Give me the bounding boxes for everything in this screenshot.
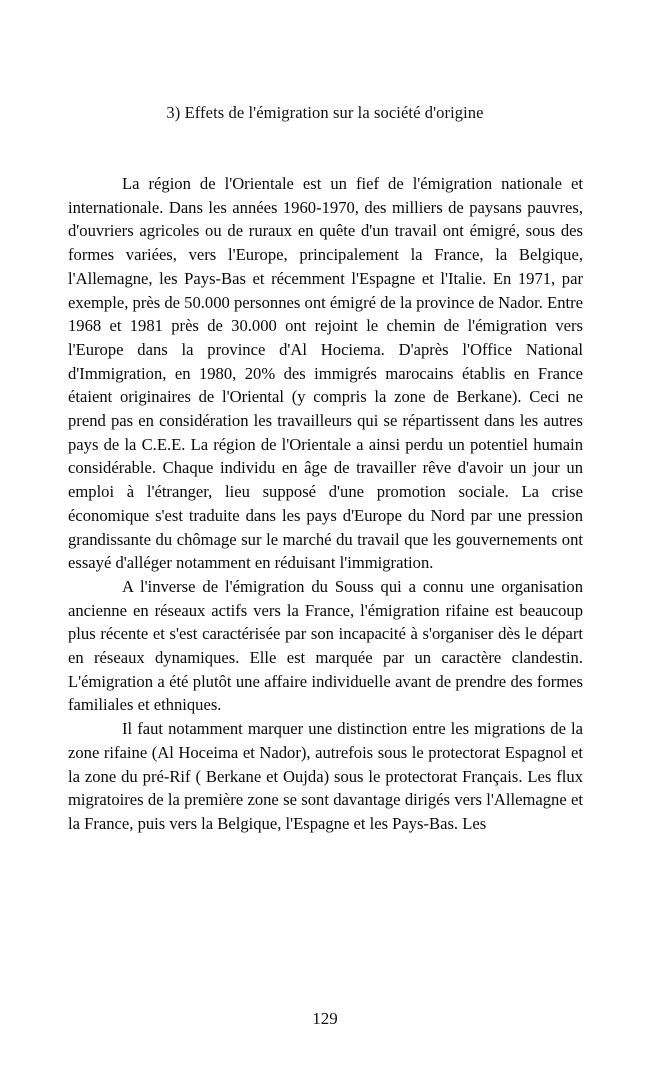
paragraph-3: Il faut notamment marquer une distinction entre les migrations de la zone rifaine (Al Hoceima et Nador), autrefois sous le protectorat Espagnol et la zone du pré-Rif ( Berkane et Oujda) sous le protectorat Français. Les flux migratoires de la première zone se sont davantage dirigés vers l'Allemagne et la France, puis vers la Belgique, l'Espagne et les Pays-Bas. Les [68, 719, 583, 833]
body-text-block [68, 172, 583, 836]
page-number: 129 [312, 1009, 338, 1028]
page-section-heading: 3) Effets de l'émigration sur la société d'origine [166, 103, 484, 122]
paragraph-1: La région de l'Orientale est un fief de l'émigration nationale et internationale. Dans les années 1960-1970, des milliers de paysans pauvres, d'ouvriers agricoles ou de ruraux en quête d'un travail ont émigré, sous des formes variées, vers l'Europe, principalement la France, la Belgique, l'Allemagne, les Pays-Bas et récemment l'Espagne et l'Italie. En 1971, par exemple, près de 50.000 personnes ont émigré de la province de Nador. Entre 1968 et 1981 près de 30.000 ont rejoint le chemin de l'émigration vers l'Europe dans la province d'Al Hociema. D'après l'Office National d'Immigration, en 1980, 20% des immigrés marocains établis en France étaient originaires de l'Oriental (y compris la zone de Berkane). Ceci ne prend pas en considération les travailleurs qui se répartissent dans les autres pays de la C.E.E. La région de l'Orientale a ainsi perdu un potentiel humain considérable. Chaque individu en âge de travailler rêve d'avoir un jour un emploi à l'étranger, lieu supposé d'une promotion sociale. La crise économique s'est traduite dans les pays d'Europe du Nord par une pression grandissante du chômage sur le marché du travail que les gouvernements ont essayé d'alléger notamment en réduisant l'immigration. [68, 174, 583, 573]
paragraph-2: A l'inverse de l'émigration du Souss qui a connu une organisation ancienne en réseaux actifs vers la France, l'émigration rifaine est beaucoup plus récente et s'est caractérisée par son incapacité à s'organiser dès le départ en réseaux dynamiques. Elle est marquée par un caractère clandestin. L'émigration a été plutôt une affaire individuelle avant de prendre des formes familiales et ethniques. [68, 576, 583, 715]
